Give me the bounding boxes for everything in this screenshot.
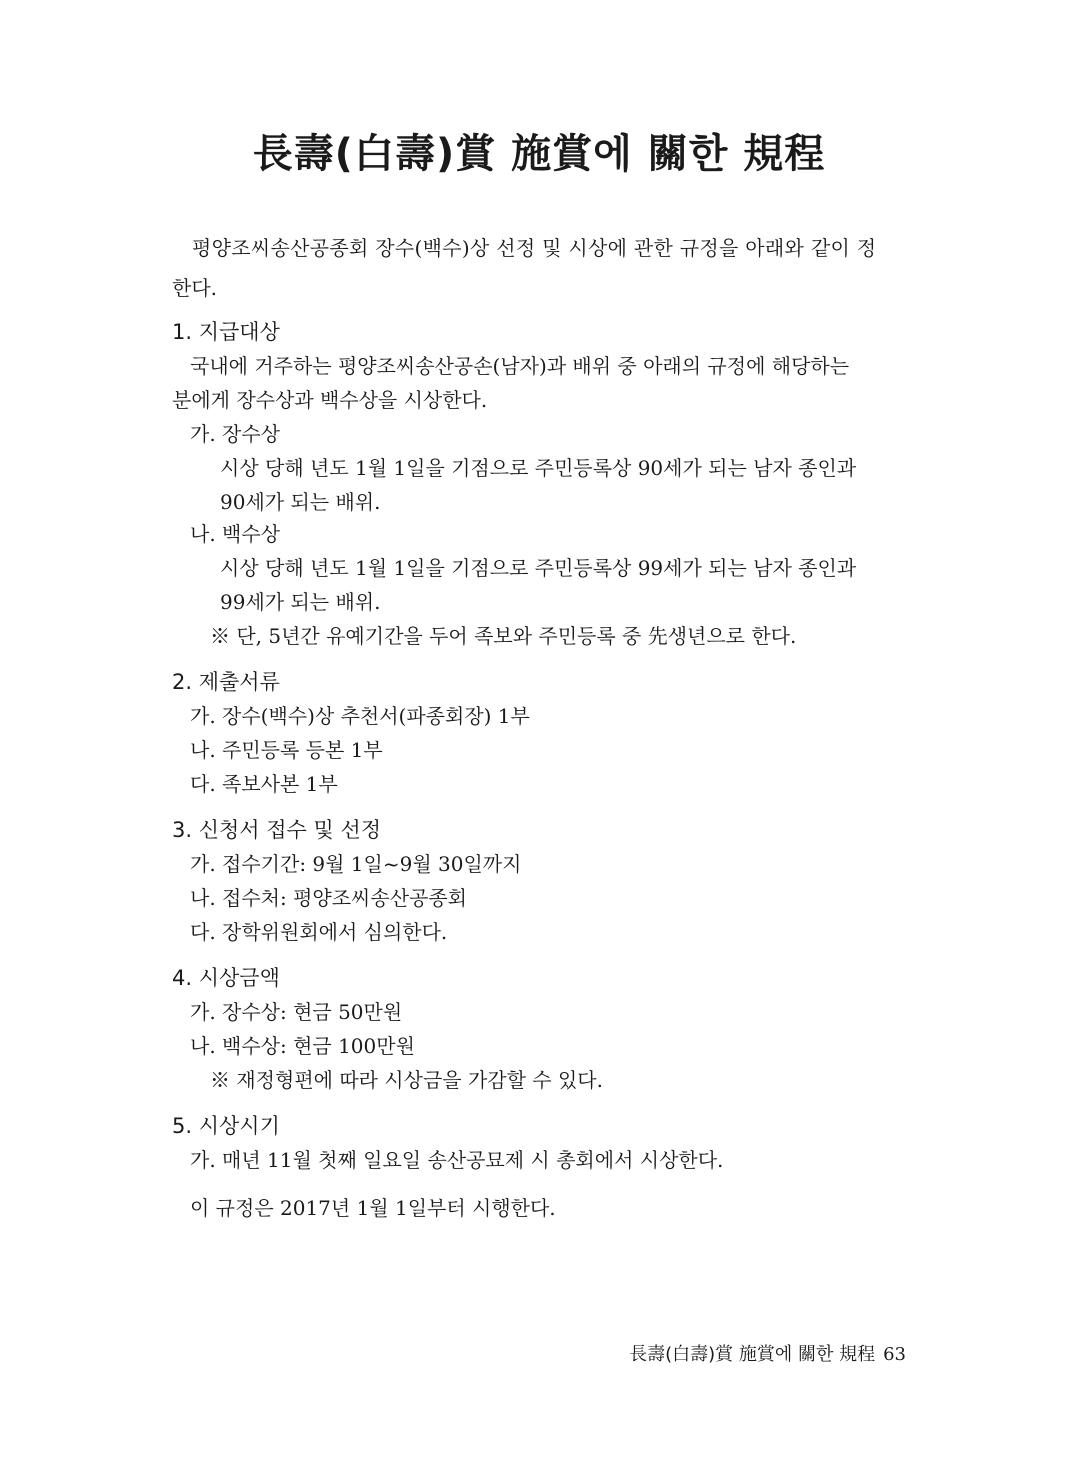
section-4-note: ※ 재정형편에 따라 시상금을 가감할 수 있다.	[210, 1068, 603, 1092]
section-3-heading: 3. 신청서 접수 및 선정	[172, 818, 382, 842]
section-2-item-a: 가. 장수(백수)상 추천서(파종회장) 1부	[190, 704, 530, 728]
section-5-heading: 5. 시상시기	[172, 1114, 280, 1138]
section-2-heading: 2. 제출서류	[172, 670, 280, 694]
section-3-item-b: 나. 접수처: 평양조씨송산공종회	[190, 886, 467, 910]
section-2-item-c: 다. 족보사본 1부	[190, 772, 338, 796]
section-2-item-b: 나. 주민등록 등본 1부	[190, 738, 383, 762]
section-1-item-b-line-1: 시상 당해 년도 1월 1일을 기점으로 주민등록상 99세가 되는 남자 종인과	[220, 556, 857, 580]
section-1-desc-line-2: 분에게 장수상과 백수상을 시상한다.	[172, 388, 488, 412]
intro-paragraph-line-1: 평양조씨송산공종회 장수(백수)상 선정 및 시상에 관한 규정을 아래와 같이 정	[192, 236, 877, 260]
section-5-item-a: 가. 매년 11월 첫째 일요일 송산공묘제 시 총회에서 시상한다.	[190, 1148, 724, 1172]
section-1-desc-line-1: 국내에 거주하는 평양조씨송산공손(남자)과 배위 중 아래의 규정에 해당하는	[190, 354, 850, 378]
section-4-item-a: 가. 장수상: 현금 50만원	[190, 1000, 403, 1024]
section-1-item-a-label: 가. 장수상	[190, 422, 280, 446]
page-number: 63	[883, 1344, 906, 1365]
section-1-item-a-line-1: 시상 당해 년도 1월 1일을 기점으로 주민등록상 90세가 되는 남자 종인과	[220, 456, 857, 480]
section-1-item-a-line-2: 90세가 되는 배위.	[220, 490, 381, 514]
section-1-note: ※ 단, 5년간 유예기간을 두어 족보와 주민등록 중 先생년으로 한다.	[210, 624, 797, 648]
section-1-heading: 1. 지급대상	[172, 320, 280, 344]
intro-paragraph-line-2: 한다.	[172, 276, 217, 300]
page-title: 長壽(白壽)賞 施賞에 關한 規程	[252, 131, 826, 177]
section-3-item-a: 가. 접수기간: 9월 1일~9월 30일까지	[190, 852, 522, 876]
section-4-heading: 4. 시상금액	[172, 966, 280, 990]
section-1-item-b-label: 나. 백수상	[190, 522, 280, 546]
section-1-item-b-line-2: 99세가 되는 배위.	[220, 590, 381, 614]
running-title: 長壽(白壽)賞 施賞에 關한 規程	[629, 1344, 876, 1365]
section-3-item-c: 다. 장학위원회에서 심의한다.	[190, 920, 448, 944]
section-4-item-b: 나. 백수상: 현금 100만원	[190, 1034, 415, 1058]
page-footer	[629, 1340, 906, 1366]
closing-statement: 이 규정은 2017년 1월 1일부터 시행한다.	[190, 1196, 556, 1220]
